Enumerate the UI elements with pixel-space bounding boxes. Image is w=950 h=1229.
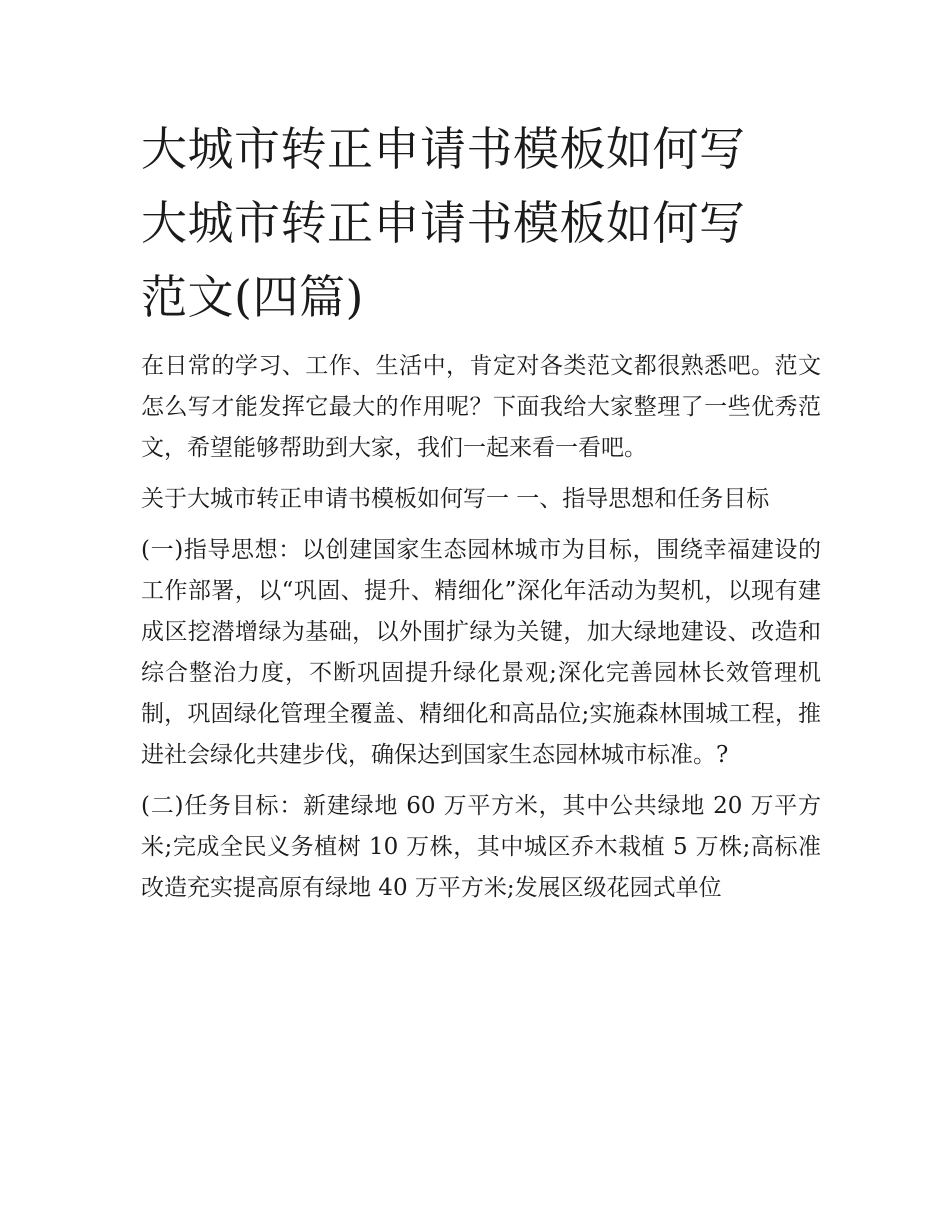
paragraph-guiding-ideology: (一)指导思想：以创建国家生态园林城市为目标，围绕幸福建设的工作部署，以“巩固、提升、精细化”深化年活动为契机，以现有建成区挖潜增绿为基础，以外围扩绿为关键，加大绿地建设、改造和综合整治力度，不断巩固提升绿化景观;深化完善园林长效管理机制，巩固绿化管理全覆盖、精细化和高品位;实施森林围城工程，推进社会绿化共建步伐，确保达到国家生态园林城市标准。? [141,537,821,768]
paragraph-intro: 在日常的学习、工作、生活中，肯定对各类范文都很熟悉吧。范文怎么写才能发挥它最大的作用呢？下面我给大家整理了一些优秀范文，希望能够帮助到大家，我们一起来看一看吧。 [141,353,821,461]
document-title [141,112,821,334]
document-body [141,346,821,909]
document-page [141,112,821,919]
paragraph-heading: 关于大城市转正申请书模板如何写一 一、指导思想和任务目标 [141,486,770,512]
title-line-2: 大城市转正申请书模板如何写 [141,196,746,250]
paragraph-task-targets: (二)任务目标：新建绿地 60 万平方米，其中公共绿地 20 万平方米;完成全民义务植树 10 万株，其中城区乔木栽植 5 万株;高标准改造充实提高原有绿地 40 万平方米;发展区级花园式单位 [141,793,821,901]
title-line-1: 大城市转正申请书模板如何写 [141,122,746,176]
title-line-3: 范文(四篇) [141,270,364,324]
